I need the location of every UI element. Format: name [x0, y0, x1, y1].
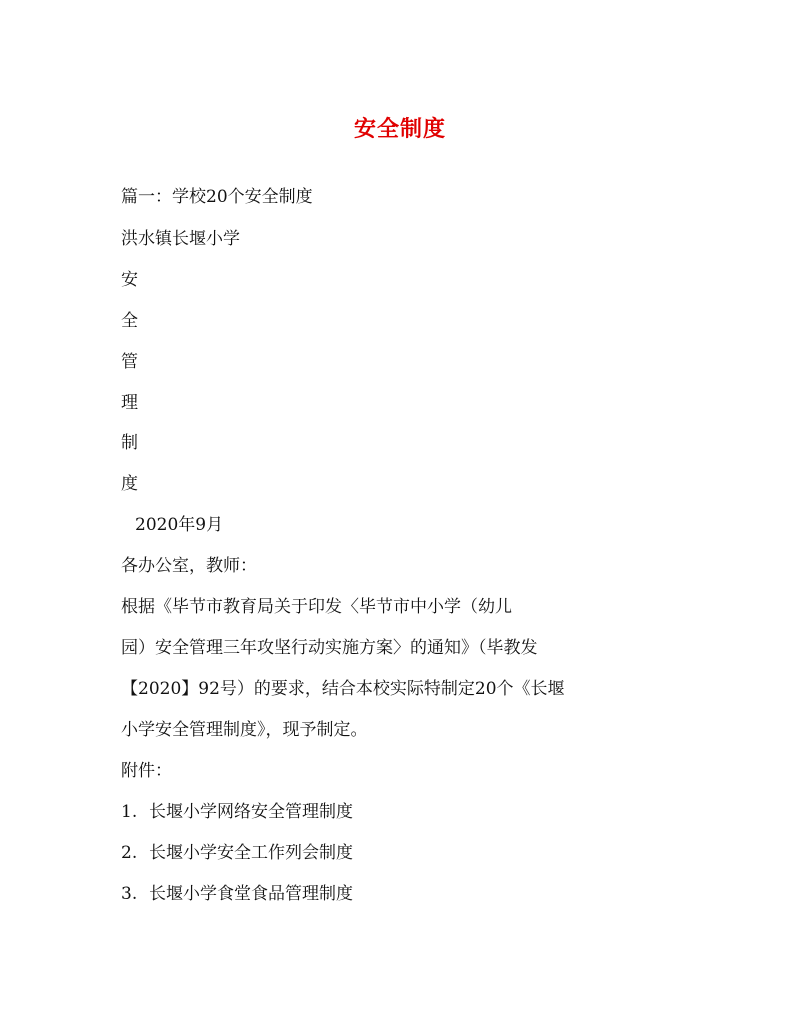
- document-date: 2020年9月: [135, 515, 224, 535]
- vertical-title-char: 制: [121, 433, 138, 453]
- vertical-title-char: 安: [121, 270, 138, 290]
- body-paragraph-line: 园）安全管理三年攻坚行动实施方案〉的通知》（毕教发: [121, 638, 538, 658]
- vertical-title-char: 度: [121, 474, 138, 494]
- school-name: 洪水镇长堰小学: [121, 229, 240, 249]
- vertical-title-char: 管: [121, 352, 138, 372]
- attachments-heading: 附件：: [121, 761, 172, 781]
- vertical-title-char: 全: [121, 311, 138, 331]
- page-title: 安全制度: [353, 116, 446, 142]
- salutation: 各办公室，教师：: [121, 556, 257, 576]
- attachment-number: 2.: [121, 843, 138, 863]
- attachment-text: 长堰小学安全工作列会制度: [149, 843, 353, 863]
- attachment-item: [121, 842, 353, 864]
- body-paragraph-line: 根据《毕节市教育局关于印发〈毕节市中小学（幼儿: [121, 597, 512, 617]
- attachment-item: [121, 801, 353, 823]
- body-paragraph-line: 【2020】92号）的要求，结合本校实际特制定20个《长堰: [121, 679, 565, 699]
- attachment-number: 3.: [121, 884, 138, 904]
- attachment-text: 长堰小学网络安全管理制度: [149, 802, 353, 822]
- body-paragraph-line: 小学安全管理制度》，现予制定。: [121, 720, 368, 740]
- section-heading: 篇一：学校20个安全制度: [121, 187, 313, 207]
- vertical-title-char: 理: [121, 393, 138, 413]
- attachment-text: 长堰小学食堂食品管理制度: [149, 884, 353, 904]
- attachment-item: [121, 883, 353, 905]
- attachment-number: 1.: [121, 802, 138, 822]
